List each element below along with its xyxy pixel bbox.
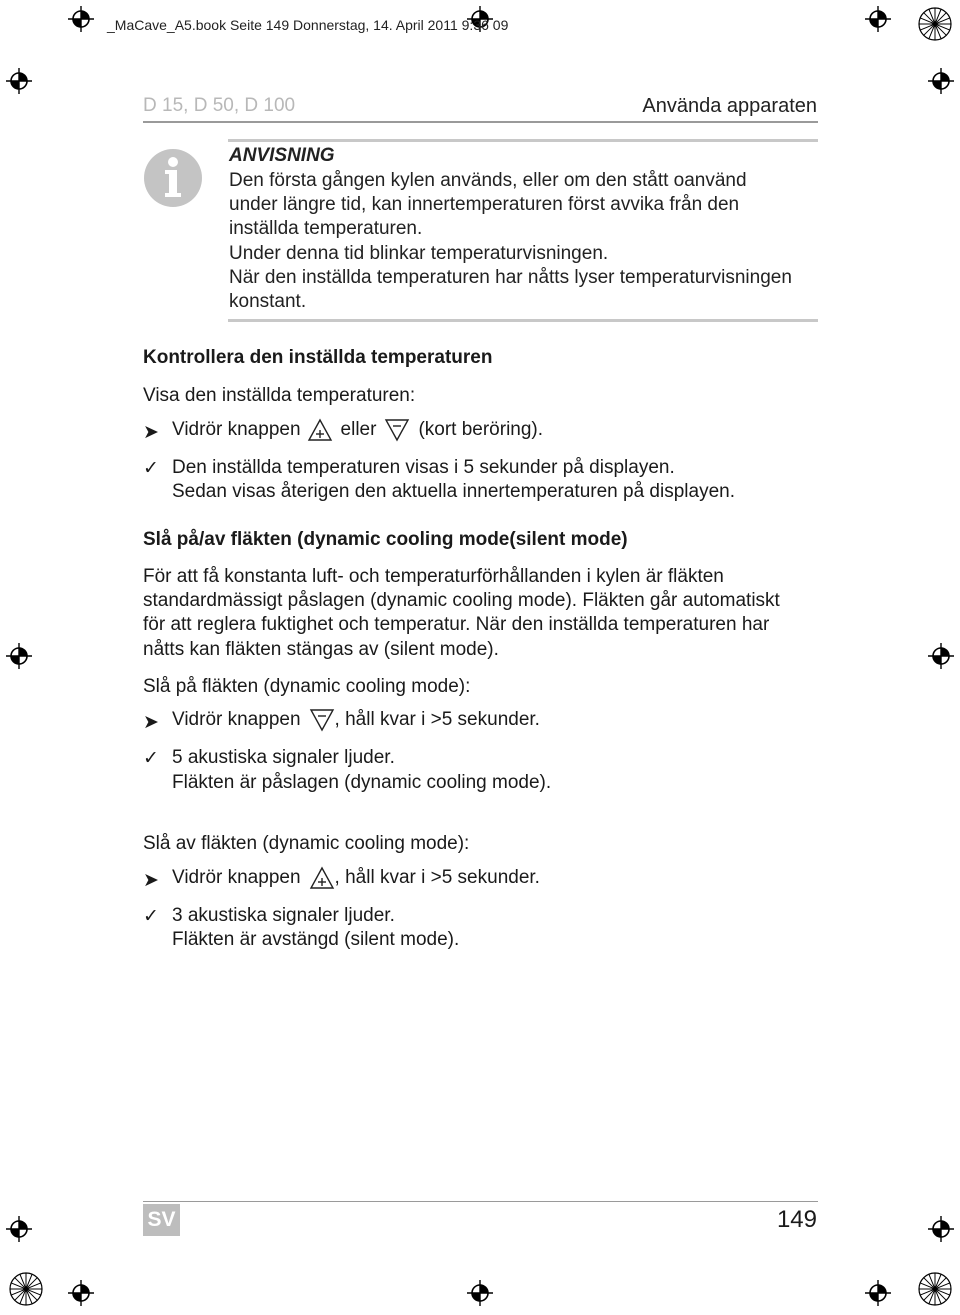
registration-mark-icon bbox=[865, 6, 891, 32]
result-line: Fläkten är påslagen (dynamic cooling mode). bbox=[172, 772, 552, 793]
registration-mark-icon bbox=[68, 1280, 94, 1306]
registration-mark-icon bbox=[6, 68, 32, 94]
registration-mark-icon bbox=[928, 643, 954, 669]
plus-button-icon bbox=[309, 866, 335, 890]
action-step bbox=[172, 418, 543, 442]
action-arrow-icon: ➤ bbox=[143, 422, 159, 443]
language-badge: SV bbox=[143, 1204, 180, 1236]
note-divider-bottom bbox=[228, 319, 818, 322]
check-icon: ✓ bbox=[143, 906, 159, 927]
minus-button-icon bbox=[384, 418, 410, 442]
action-step bbox=[172, 866, 540, 890]
note-line: Under denna tid blinkar temperaturvisningen. bbox=[229, 243, 609, 264]
note-line: under längre tid, kan innertemperaturen först avvika från den bbox=[229, 194, 740, 215]
action-text: Vidrör knappen bbox=[172, 419, 301, 440]
color-wheel-icon bbox=[918, 7, 952, 41]
action-text: eller bbox=[340, 419, 377, 440]
action-arrow-icon: ➤ bbox=[143, 712, 159, 733]
registration-mark-icon bbox=[865, 1280, 891, 1306]
section-intro: Visa den inställda temperaturen: bbox=[143, 385, 416, 406]
action-text: Vidrör knappen bbox=[172, 709, 301, 730]
registration-mark-icon bbox=[928, 68, 954, 94]
check-icon: ✓ bbox=[143, 748, 159, 769]
action-text: (kort beröring). bbox=[418, 419, 544, 440]
action-arrow-icon: ➤ bbox=[143, 870, 159, 891]
note-line: konstant. bbox=[229, 291, 307, 312]
action-text: Vidrör knappen bbox=[172, 867, 301, 888]
check-icon: ✓ bbox=[143, 458, 159, 479]
body-line: standardmässigt påslagen (dynamic cooling mode). Fläkten går automatiskt bbox=[143, 590, 780, 611]
model-list: D 15, D 50, D 100 bbox=[143, 95, 296, 116]
info-icon bbox=[143, 148, 203, 208]
registration-mark-icon bbox=[68, 6, 94, 32]
section-title: Använda apparaten bbox=[642, 95, 817, 117]
note-title: ANVISNING bbox=[229, 145, 335, 166]
result-line: Den inställda temperaturen visas i 5 sekunder på displayen. bbox=[172, 457, 675, 478]
result-line: Fläkten är avstängd (silent mode). bbox=[172, 929, 460, 950]
registration-mark-icon bbox=[928, 1216, 954, 1242]
note-line: Den första gången kylen används, eller om den stått oanvänd bbox=[229, 170, 747, 191]
body-line: för att reglera fuktighet och temperatur. När den inställda temperaturen har bbox=[143, 614, 770, 635]
print-info: _MaCave_A5.book Seite 149 Donnerstag, 14. April 2011 9:36 09 bbox=[107, 17, 509, 33]
section-heading: Slå på/av fläkten (dynamic cooling mode(silent mode) bbox=[143, 529, 628, 550]
body-line: nåtts kan fläkten stängas av (silent mode). bbox=[143, 639, 499, 660]
registration-mark-icon bbox=[6, 643, 32, 669]
footer-divider bbox=[143, 1201, 818, 1202]
subsection-title: Slå på fläkten (dynamic cooling mode): bbox=[143, 676, 471, 697]
header-divider bbox=[143, 121, 818, 123]
color-wheel-icon bbox=[9, 1272, 43, 1306]
section-heading: Kontrollera den inställda temperaturen bbox=[143, 347, 493, 368]
note-line: När den inställda temperaturen har nåtts lyser temperaturvisningen bbox=[229, 267, 792, 288]
color-wheel-icon bbox=[918, 1272, 952, 1306]
result-line: 3 akustiska signaler ljuder. bbox=[172, 905, 395, 926]
plus-button-icon bbox=[307, 418, 333, 442]
subsection-title: Slå av fläkten (dynamic cooling mode): bbox=[143, 833, 470, 854]
note-line: inställda temperaturen. bbox=[229, 218, 423, 239]
body-line: För att få konstanta luft- och temperaturförhållanden i kylen är fläkten bbox=[143, 566, 724, 587]
note-divider-top bbox=[228, 139, 818, 142]
registration-mark-icon bbox=[467, 1280, 493, 1306]
action-text: , håll kvar i >5 sekunder. bbox=[334, 867, 540, 888]
registration-mark-icon bbox=[6, 1216, 32, 1242]
result-line: 5 akustiska signaler ljuder. bbox=[172, 747, 395, 768]
action-step bbox=[172, 708, 540, 732]
minus-button-icon bbox=[309, 708, 335, 732]
action-text: , håll kvar i >5 sekunder. bbox=[334, 709, 540, 730]
page-number: 149 bbox=[776, 1206, 817, 1233]
result-line: Sedan visas återigen den aktuella innertemperaturen på displayen. bbox=[172, 481, 735, 502]
